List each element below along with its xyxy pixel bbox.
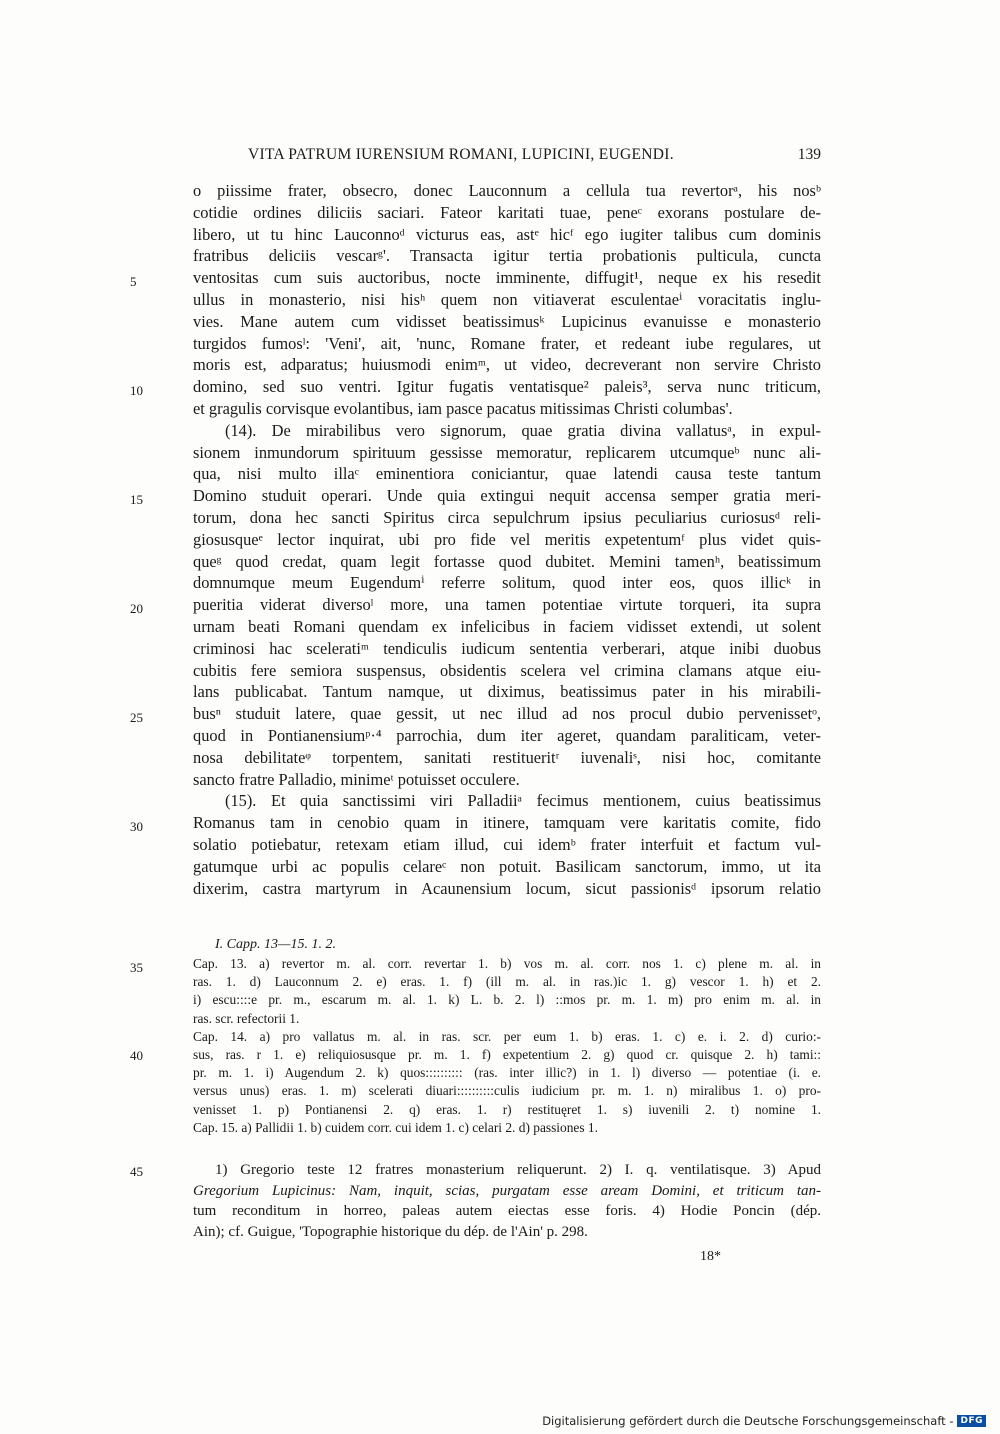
footer-text: Digitalisierung gefördert durch die Deutsche Forschungsgemeinschaft -: [542, 1414, 954, 1428]
text-line: moris est, adparatus; huiusmodi enimᵐ, ut video, decreverant non servire Christo: [193, 355, 821, 375]
text-line: (15). Et quia sanctissimi viri Palladiiᵃ fecimus mentionem, cuius beatissimus: [225, 791, 821, 811]
text-line: qua, nisi multo illaᶜ eminentiora coniciantur, quae latendi causa teste tantum: [193, 464, 821, 484]
text-line: domino, sed suo ventri. Igitur fugatis ventatisque² paleis³, serva nunc triticum,: [193, 377, 821, 397]
text-line: lans publicabat. Tantum namque, ut diximus, beatissimus pater in his mirabili-: [193, 682, 821, 702]
page-number: 139: [797, 146, 821, 163]
apparatus-line: i) escu::::e pr. m., escarum m. al. 1. k) L. b. 2. l) ::mos pr. m. 1. m) pro enim m. al. in: [193, 992, 821, 1008]
footnote-line: tum reconditum in horreo, paleas autem eiectas esse foris. 4) Hodie Poncin (dép.: [193, 1203, 821, 1219]
line-number: 5: [130, 274, 137, 289]
apparatus-line: pr. m. 1. i) Augendum 2. k) quos:::::::::: (ras. inter illic?) in 1. l) diverso — potentiae (i. e.: [193, 1065, 821, 1081]
line-number: 10: [130, 383, 143, 398]
text-line: Domino studuit operari. Unde quia extingui nequit accensa semper gratia meri-: [193, 486, 821, 506]
apparatus-line: versus unus) eras. 1. m) scelerati diuari::::::::::culis iudicium pr. m. 1. n) miralibus 1. o) pro-: [193, 1083, 821, 1099]
text-line: ullus in monasterio, nisi hisʰ quem non vitiaverat esculentaeⁱ voracitatis inglu-: [193, 289, 821, 309]
digitization-footer: [542, 1414, 986, 1428]
text-line: criminosi hac sceleratiᵐ tendiculis iudicum sententia verberari, atque inibi duobus: [193, 638, 821, 658]
apparatus-line: Cap. 15. a) Pallidii 1. b) cuidem corr. cui idem 1. c) celari 2. d) passiones 1.: [193, 1119, 598, 1135]
line-number: 35: [130, 960, 143, 975]
text-line: urnam beati Romani quendam ex infelicibus in faciem vidisset extendi, ut solent: [193, 616, 821, 636]
apparatus-line: sus, ras. r 1. e) reliquiosusque pr. m. 1. f) expetentium 2. g) quod cr. quisque 2. h) tami::: [193, 1046, 821, 1062]
text-line: ventositas cum suis auctoribus, nocte imminente, diffugit¹, neque ex his resedit: [193, 268, 821, 288]
text-line: vies. Mane autem cum vidisset beatissimusᵏ Lupicinus evanuisse e monasterio: [193, 311, 821, 331]
text-line: libero, ut tu hinc Lauconnoᵈ victurus eas, astᵉ hicᶠ ego iugiter talibus cum dominis: [193, 224, 821, 244]
text-line: nosa debilitateᵠ torpentem, sanitati restitueritʳ iuvenaliˢ, nisi hoc, comitante: [193, 747, 821, 767]
text-line: quod in Pontianensiumᵖ·⁴ parrochia, dum iter ageret, quandam paraliticam, veter-: [193, 725, 821, 745]
text-line: cubitis fere semiora suspensus, obsidentis scelera vel crimina clamans atque eiu-: [193, 660, 821, 680]
critical-apparatus: [193, 955, 821, 1137]
text-line: Romanus tam in cenobio quam in itinere, tamquam vere karitatis comite, fido: [193, 813, 821, 833]
text-line: busⁿ studuit latere, quae gessit, ut nec illud ad nos procul dubio pervenissetᵒ,: [193, 704, 821, 724]
text-line: dixerim, castra martyrum in Acaunensium locum, sicut passionisᵈ ipsorum relatio: [193, 878, 821, 898]
line-number: 45: [130, 1164, 143, 1179]
text-line: domnumque meum Eugendumⁱ referre solitum, quod inter eos, quos illicᵏ in: [193, 573, 821, 593]
signature-mark: 18*: [700, 1249, 721, 1264]
dfg-logo: DFG: [957, 1415, 986, 1427]
apparatus-heading: [193, 935, 821, 954]
line-number: 20: [130, 601, 143, 616]
apparatus-line: Cap. 13. a) revertor m. al. corr. revertar 1. b) vos m. al. corr. nos 1. c) plene m. al. in: [193, 956, 821, 971]
running-title: VITA PATRUM IURENSIUM ROMANI, LUPICINI, EUGENDI.: [248, 146, 674, 163]
line-number: 40: [130, 1048, 143, 1063]
text-line: solatio potiebatur, retexam etiam illud, cui idemᵇ frater interfuit et factum vul-: [193, 834, 821, 854]
line-number: 15: [130, 492, 143, 507]
footnotes: [193, 1160, 821, 1242]
text-line: cotidie ordines diliciis saciari. Fateor karitati tuae, peneᶜ exorans postulare de-: [193, 202, 821, 222]
text-line: fratribus deliciis vescarᵍ'. Transacta igitur tertia probationis pulticula, cuncta: [193, 246, 821, 266]
apparatus-line: Cap. 14. a) pro vallatus m. al. in ras. scr. per eum 1. b) eras. 1. c) e. i. 2. d) curio:-: [193, 1028, 821, 1044]
text-line: giosusqueᵉ lector inquirat, ubi pro fide vel meritis expetentumᶠ plus videt quis-: [193, 529, 821, 549]
apparatus-line: venisset 1. p) Pontianensi 2. q) eras. 1. r) restituęret 1. s) iuvenili 2. t) nomine 1.: [193, 1101, 821, 1117]
running-header: [193, 146, 821, 168]
text-line: queᵍ quod credat, quam legit fortasse quod dubitet. Memini tamenʰ, beatissimum: [193, 551, 821, 571]
apparatus-line: ras. 1. d) Lauconnum 2. e) eras. 1. f) (ill m. al. in ras.)ic 1. g) vescor 1. h) et 2.: [193, 974, 821, 990]
apparatus-heading-text: I. Capp. 13—15. 1. 2.: [215, 937, 336, 952]
line-number: 25: [130, 710, 143, 725]
text-line: (14). De mirabilibus vero signorum, quae gratia divina vallatusᵃ, in expul-: [225, 420, 821, 440]
text-line: gatumque urbi ac populis celareᶜ non potuit. Basilicam sanctorum, immo, ut ita: [193, 856, 821, 876]
footnote-line: Ain); cf. Guigue, 'Topographie historique du dép. de l'Ain' p. 298.: [193, 1223, 588, 1240]
text-line: o piissime frater, obsecro, donec Lauconnum a cellula tua revertorᵃ, his nosᵇ: [193, 181, 821, 200]
text-line: sionem inmundorum spirituum gessisse memoratur, replicarem utcumqueᵇ nunc ali-: [193, 442, 821, 462]
text-line: sancto fratre Palladio, minimeᵗ potuisset occulere.: [193, 769, 520, 789]
footnote-line: Gregorium Lupicinus: Nam, inquit, scias, purgatam esse aream Domini, et triticum tan-: [193, 1182, 821, 1199]
text-line: pueritia viderat diversoˡ more, una tamen potentiae virtute torqueri, ita supra: [193, 595, 821, 615]
text-line: torum, dona hec sancti Spiritus circa sepulchrum ipsius peculiarius curiosusᵈ reli-: [193, 507, 821, 527]
text-line: turgidos fumosˡ: 'Veni', ait, 'nunc, Romane frater, et redeant iube regulares, ut: [193, 333, 821, 353]
text-line: et gragulis corvisque evolantibus, iam pasce pacatus mitissimas Christi columbas'.: [193, 398, 733, 418]
main-text: [193, 180, 821, 899]
footnote-line: 1) Gregorio teste 12 fratres monasterium reliquerunt. 2) I. q. ventilatisque. 3) Apud: [215, 1162, 821, 1178]
apparatus-line: ras. scr. refectorii 1.: [193, 1010, 300, 1026]
line-number: 30: [130, 819, 143, 834]
